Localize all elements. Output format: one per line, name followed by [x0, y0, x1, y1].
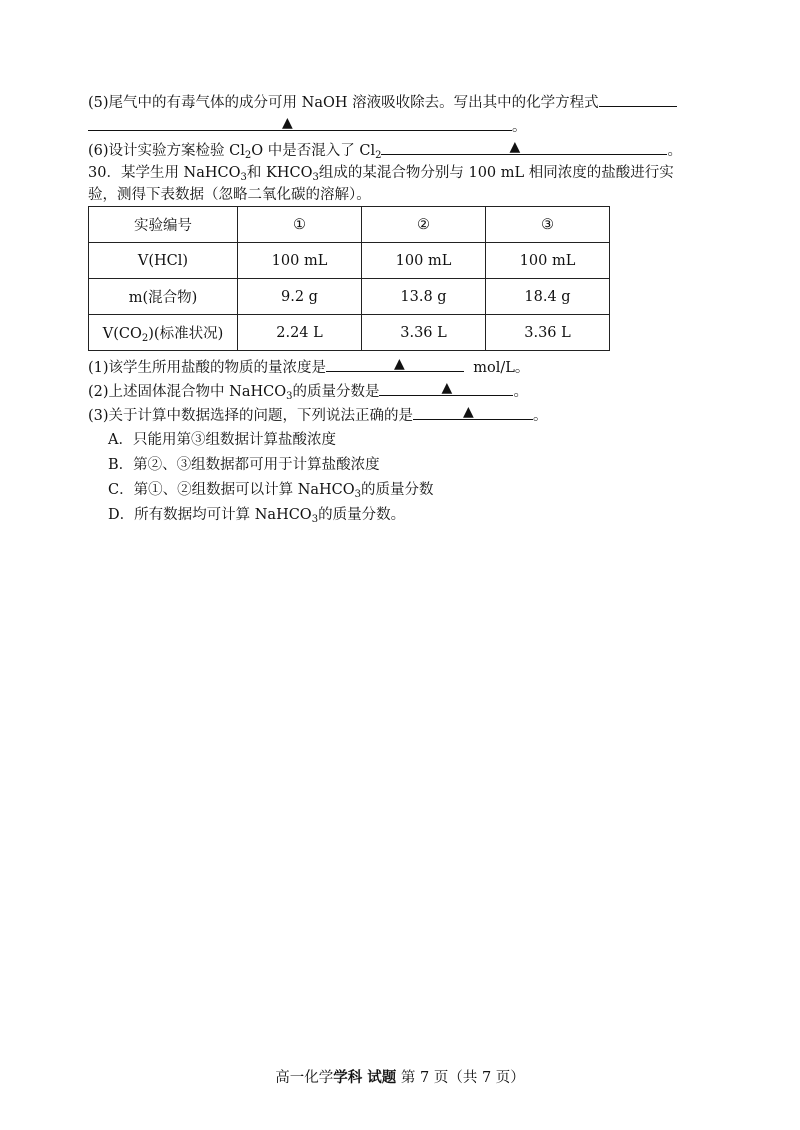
- text: 和 KHCO: [246, 165, 313, 181]
- subscript: 3: [354, 489, 362, 500]
- table-header: 实验编号: [89, 207, 238, 243]
- text: C．第①、②组数据可以计算 NaHCO: [108, 482, 355, 498]
- question-6-text-mid: O 中是否混入了 Cl: [251, 143, 376, 159]
- answer-blank: [88, 116, 512, 131]
- sub-question-2: [88, 381, 528, 402]
- question-5-continued: [88, 116, 527, 137]
- table-cell: 100 mL: [486, 243, 610, 279]
- sub-question-1: [88, 357, 529, 378]
- answer-blank: [326, 357, 464, 372]
- subscript: 2: [375, 150, 382, 161]
- text: 的质量分数: [361, 482, 434, 498]
- data-table: [88, 206, 610, 351]
- answer-blank: [379, 381, 513, 396]
- text: 组成的某混合物分别与 100 mL 相同浓度的盐酸进行实: [318, 165, 674, 181]
- subscript: 3: [311, 514, 319, 525]
- subscript: 3: [312, 172, 319, 183]
- triangle-icon: ▲: [441, 380, 453, 396]
- text: B．第②、③组数据都可用于计算盐酸浓度: [108, 457, 380, 473]
- table-header: ①: [238, 207, 362, 243]
- text: )(标准状况): [148, 326, 224, 342]
- table-header: ③: [486, 207, 610, 243]
- text: D．所有数据均可计算 NaHCO: [108, 507, 312, 523]
- triangle-icon: ▲: [282, 115, 293, 131]
- question-5-text: (5)尾气中的有毒气体的成分可用 NaOH 溶液吸收除去。写出其中的化学方程式: [88, 95, 599, 111]
- text: mol/L。: [473, 360, 530, 376]
- subscript: 2: [141, 333, 149, 344]
- table-cell: 2.24 L: [238, 315, 362, 351]
- punctuation: 。: [512, 119, 527, 135]
- table-row: [89, 243, 610, 279]
- text: 的质量分数。: [318, 507, 406, 523]
- option-a: [108, 430, 336, 450]
- triangle-icon: ▲: [394, 356, 405, 372]
- question-6: [88, 140, 682, 161]
- text: 第 7 页（共 7 页）: [396, 1070, 525, 1086]
- text: 高一化学: [275, 1070, 334, 1086]
- table-cell: 9.2 g: [238, 279, 362, 315]
- punctuation: 。: [533, 408, 548, 424]
- row-label: m(混合物): [89, 279, 238, 315]
- question-6-text: (6)设计实验方案检验 Cl: [88, 143, 245, 159]
- option-b: [108, 455, 380, 475]
- text: 30．某学生用 NaHCO: [88, 165, 241, 181]
- table-cell: 18.4 g: [486, 279, 610, 315]
- text: 验，测得下表数据（忽略二氧化碳的溶解）。: [88, 187, 371, 203]
- question-30-line2: [88, 185, 371, 205]
- text: (2)上述固体混合物中 NaHCO: [88, 384, 287, 400]
- option-c: [108, 480, 434, 500]
- page-footer: [0, 1066, 800, 1087]
- table-cell: 13.8 g: [362, 279, 486, 315]
- option-d: [108, 505, 405, 525]
- answer-blank: [599, 92, 677, 107]
- subscript: 3: [240, 172, 247, 183]
- table-header: ②: [362, 207, 486, 243]
- subscript: 2: [244, 150, 252, 161]
- subscript: 3: [286, 391, 293, 402]
- table-header-row: [89, 207, 610, 243]
- text: V(CO: [102, 326, 142, 342]
- triangle-icon: ▲: [509, 139, 521, 155]
- answer-blank: [381, 140, 667, 155]
- table-row: [89, 279, 610, 315]
- table-cell: 100 mL: [238, 243, 362, 279]
- text: 的质量分数是: [292, 384, 380, 400]
- table-cell: 100 mL: [362, 243, 486, 279]
- text: (3)关于计算中数据选择的问题，下列说法正确的是: [88, 408, 414, 424]
- row-label: [89, 315, 238, 351]
- question-5: [88, 92, 677, 113]
- punctuation: 。: [667, 143, 682, 159]
- table-cell: 3.36 L: [486, 315, 610, 351]
- punctuation: 。: [513, 384, 528, 400]
- table-row: [89, 315, 610, 351]
- text: A．只能用第③组数据计算盐酸浓度: [108, 432, 336, 448]
- text: (1)该学生所用盐酸的物质的量浓度是: [88, 360, 327, 376]
- row-label: V(HCl): [89, 243, 238, 279]
- table-cell: 3.36 L: [362, 315, 486, 351]
- question-30-line1: [88, 163, 674, 183]
- answer-blank: [413, 405, 533, 420]
- triangle-icon: ▲: [463, 404, 474, 420]
- text: 学科 试题: [333, 1069, 397, 1086]
- sub-question-3: [88, 405, 548, 426]
